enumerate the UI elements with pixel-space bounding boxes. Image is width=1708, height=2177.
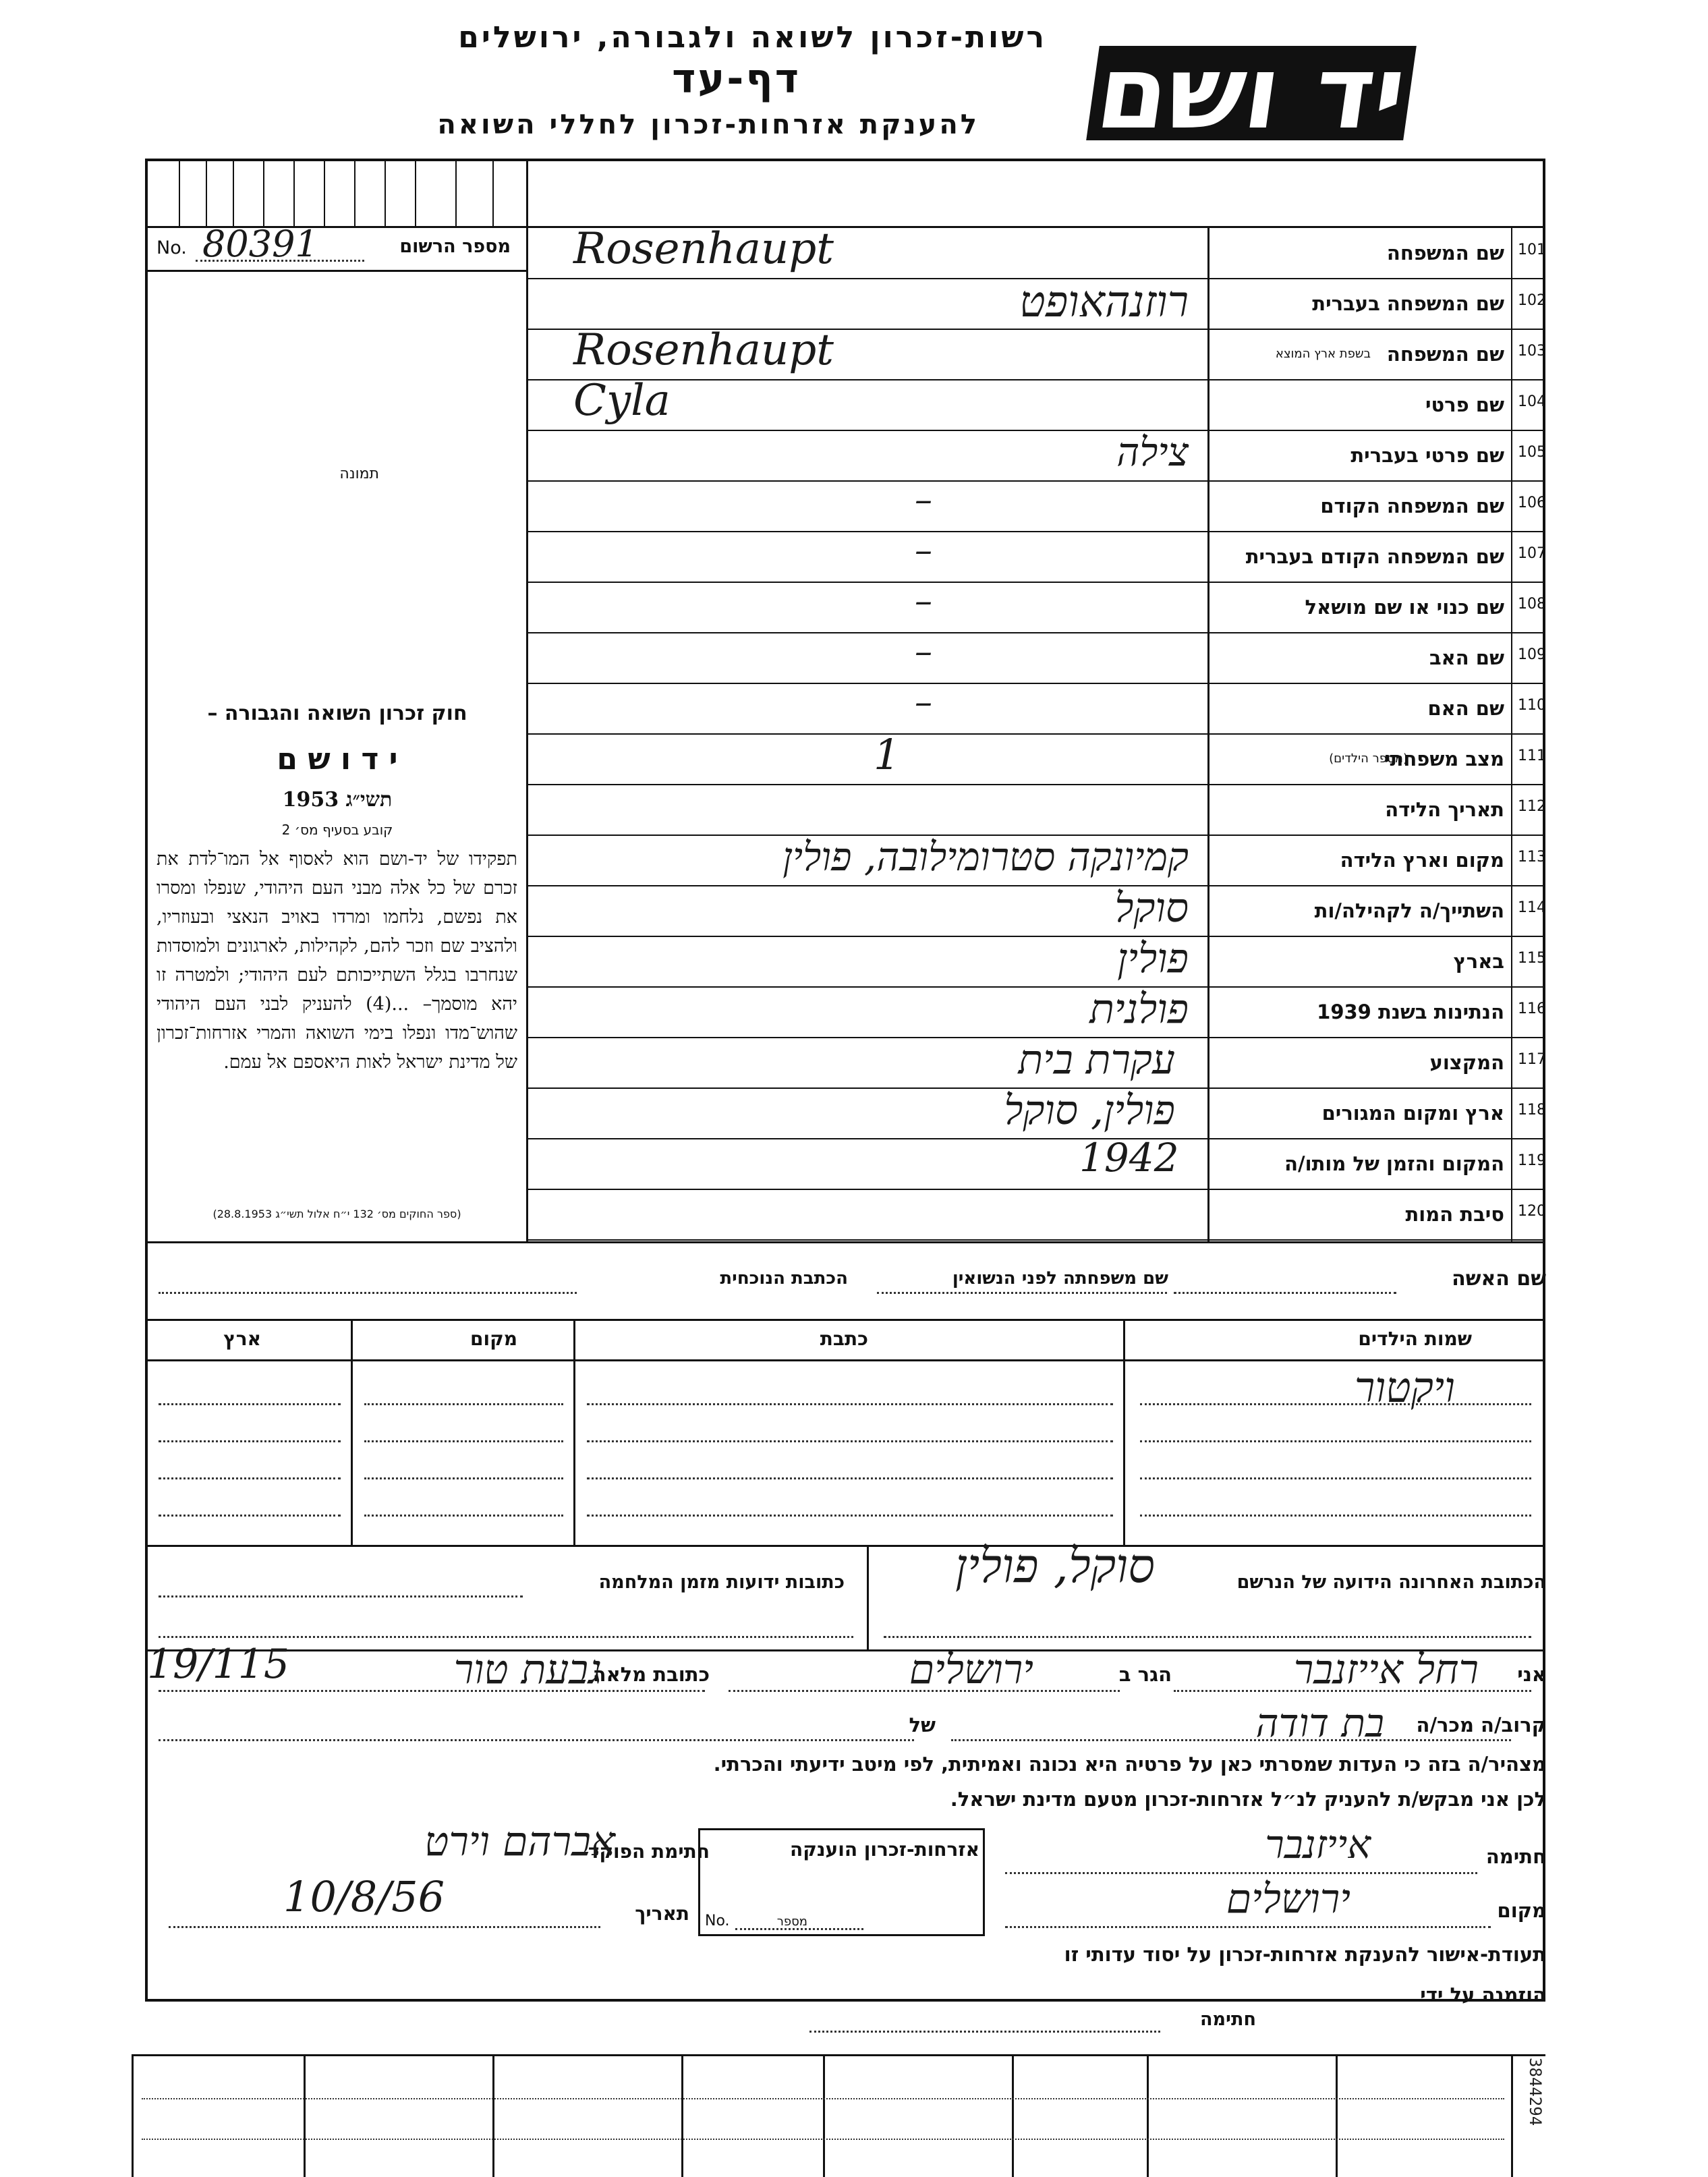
signature-label: חתימה [1485,1845,1546,1868]
wife-address-label: הכתבת הנוכחית [720,1268,848,1289]
field-number: 119 [1518,1152,1546,1169]
law-citation: (ספר החוקים מס׳ 132 י״ח אלול תשי״ג 28.8.1953) [212,1208,461,1220]
logo-text: יד ושם [1089,34,1413,152]
granted-box-no-label: No. [705,1913,730,1929]
granted-box-number-label: מספר [776,1915,807,1929]
side-stamp: 3844294 [1526,2058,1545,2126]
field-number: 109 [1518,646,1546,663]
children-header-country: ארץ [223,1328,261,1350]
place-value: ירושלים [1226,1875,1350,1923]
field-number: 104 [1518,393,1546,410]
statement-request: לכן אני מבקש/ת להעניק לנ״ל אזרחות-זכרון מטעם מדינת ישראל. [950,1788,1546,1811]
field-label: בארץ [1453,950,1504,973]
children-header-names: שמות הילדים [1358,1328,1472,1350]
field-label: המקום והזמן של מותו/ה [1284,1152,1504,1175]
law-year: תשי״ג 1953 [282,788,393,812]
field-label: שם המשפחה [1386,242,1504,264]
field-row-divider [526,632,1545,633]
law-name: י ד ו ש ם [277,742,398,776]
field-value: Rosenhaupt [573,224,834,274]
relative-label: קרוב/ה מכר/ה [1416,1714,1546,1736]
field-number: 105 [1518,444,1546,461]
field-label: שם האם [1427,697,1504,720]
field-value: פולנית [1089,986,1189,1033]
field-value: פולין [1117,935,1189,982]
field-label: המקצוע [1429,1051,1504,1074]
field-number: 108 [1518,596,1546,613]
field-value: צילה [1116,429,1189,475]
declarant-city: ירושלים [909,1646,1033,1693]
field-label: שם כנוי או שם מושאל [1305,596,1504,619]
field-sublabel: (מספר הילדים) [1329,752,1408,766]
field-label: ארץ ומקום המגורים [1321,1102,1504,1125]
field-row-divider [526,986,1545,988]
field-value: רוזנהאופט [1019,277,1189,327]
field-value: Rosenhaupt [573,325,834,375]
field-row-divider [526,683,1545,684]
header-line1: רשות-זכרון לשואה ולגבורה, ירושלים [458,20,1047,55]
photo-label: תמונה [339,465,379,482]
field-number: 120 [1518,1203,1546,1220]
signature-value: אייזנבר [1265,1821,1371,1867]
registry-label: מספר הרשום [399,236,511,257]
field-number: 116 [1518,1000,1546,1017]
official-date-value: 10/8/56 [283,1872,445,1921]
field-number: 113 [1518,849,1546,866]
field-row-divider [526,885,1545,886]
field-label: שם המשפחה הקודם בעברית [1245,545,1504,568]
wife-label: שם האשה [1452,1267,1546,1291]
field-label: תאריך הלידה [1385,798,1504,821]
field-value: – [915,480,932,520]
field-value: – [915,581,932,621]
field-number: 115 [1518,950,1546,967]
law-body: תפקידו של יד-ושם הוא לאסוף אל המו־לדת את זכרם של כל אלה מבני העם היהודי, שנפלו ומסרו את נפשם, נלחמו ומרדו באויב הנאצי ובעוזריו, ולהציב שם וזכר להם, לקהילות, לארגונים ולמוסדות שנחרבו בגלל השתייכותם לעם היהודי; ולמטרה זו יהא מוסמך– ...(4) להעניק לבני העם היהודי שהוש־מדו ונפלו בימי השואה והמרי אזרחות־זכרון של מדינת ישראל לאות היאספם אל עמם. [156,849,517,1073]
field-number: 102 [1518,292,1546,309]
field-number: 110 [1518,697,1546,714]
field-label: הנתינות בשנת 1939 [1317,1000,1504,1023]
field-number: 106 [1518,494,1546,511]
field-label: מקום וארץ הלידה [1340,849,1504,872]
field-row-divider [526,430,1545,431]
children-header-place: מקום [470,1328,517,1350]
yad-vashem-logo [1086,34,1417,152]
field-row-divider [526,379,1545,380]
declarant-name: רחל אייזנבר [1293,1646,1479,1693]
certificate-line2: הוזמנה על ידי [1420,1983,1546,2006]
field-value: עקרת בית [1018,1036,1175,1083]
field-value: – [915,530,932,571]
place-label: מקום [1497,1899,1546,1922]
certificate-sign-label: חתימה [1199,2009,1256,2030]
field-label: שם האב [1429,646,1504,669]
declarant-i-label: אני [1517,1663,1546,1686]
field-label: סיבת המות [1405,1203,1504,1226]
registry-no-label: No. [156,237,187,258]
certificate-line1: תעודת-אישור להענקת אזרחות-זכרון על יסוד עדותי זו [1064,1943,1546,1966]
official-seal-label: חתימת הפוקד [588,1840,710,1863]
field-value: – [915,682,932,723]
wartime-address-label: כתובות ידועות מזמן המלחמה [598,1572,845,1593]
field-row-divider [526,531,1545,532]
field-row-divider [526,733,1545,735]
official-date-label: תאריך [635,1902,689,1925]
declarant-street-number: 19/115 [147,1641,290,1688]
header-line3: להענקת אזרחות-זכרון לחללי השואה [437,109,979,140]
field-value: – [915,631,932,672]
law-title: חוק זכרון השואה והגבורה – [207,702,467,725]
field-value: סוקל [1114,884,1189,932]
field-number: 118 [1518,1102,1546,1119]
field-row-divider [526,1138,1545,1139]
law-section: קובע בסעיף מס׳ 2 [281,822,393,838]
field-label: מצב משפחתי [1384,747,1504,770]
last-address-value: סוקל, פולין [955,1538,1155,1593]
field-label: השתייך/ה לקהילה/ות [1314,899,1504,922]
child-name-1: ויקטור [1354,1363,1455,1412]
of-label: של [909,1714,936,1736]
field-label: שם פרטי בעברית [1350,444,1504,467]
field-row-divider [526,936,1545,937]
field-sublabel: בשפת ארץ המוצא [1275,347,1371,361]
field-number: 117 [1518,1051,1546,1068]
field-label: שם המשפחה בעברית [1312,292,1504,315]
field-row-divider [526,1239,1545,1241]
field-number: 107 [1518,545,1546,562]
declarant-address-label: כתובת מלאה [592,1663,710,1686]
relation-value: בת דודה [1255,1700,1384,1746]
field-row-divider [526,480,1545,482]
field-number: 114 [1518,899,1546,916]
children-header-address: כתבת [820,1328,868,1350]
registry-number: 80391 [202,223,318,265]
field-number: 103 [1518,343,1546,360]
declarant-street: גבעת טור [453,1646,602,1693]
declarant-lives-label: הגר ב [1118,1663,1172,1686]
field-row-divider [526,582,1545,583]
field-label: שם המשפחה הקודם [1320,494,1504,517]
field-number: 112 [1518,798,1546,815]
field-row-divider [526,1189,1545,1190]
field-label: שם פרטי [1425,393,1504,416]
header-form-title: דף-עד [672,55,801,103]
field-label: שם המשפחה [1386,343,1504,366]
field-row-divider [526,784,1545,785]
field-value: 1942 [1079,1135,1179,1181]
field-number: 101 [1518,242,1546,258]
granted-box-title: אזרחות-זכרון הוענקה [790,1838,979,1861]
statement-true: מצהיר/ה בזה כי העדות שמסרתי כאן על פרטיה היא נכונה ואמיתית, לפי מיטב ידיעתי והכרתי. [713,1753,1546,1776]
field-number: 111 [1518,747,1546,764]
field-value: Cyla [573,376,671,426]
field-value: קמיונקה סטרומילובה, פולין [782,834,1189,880]
official-seal-value: אברהם וירט [424,1818,615,1865]
field-value: 1 [874,730,901,779]
wife-maiden-label: שם משפחתה לפני הנשואין [952,1268,1168,1289]
last-address-label: הכתובת האחרונה הידועה של הנרשם [1236,1572,1546,1593]
field-value: פולין, סוקל [1004,1087,1175,1134]
